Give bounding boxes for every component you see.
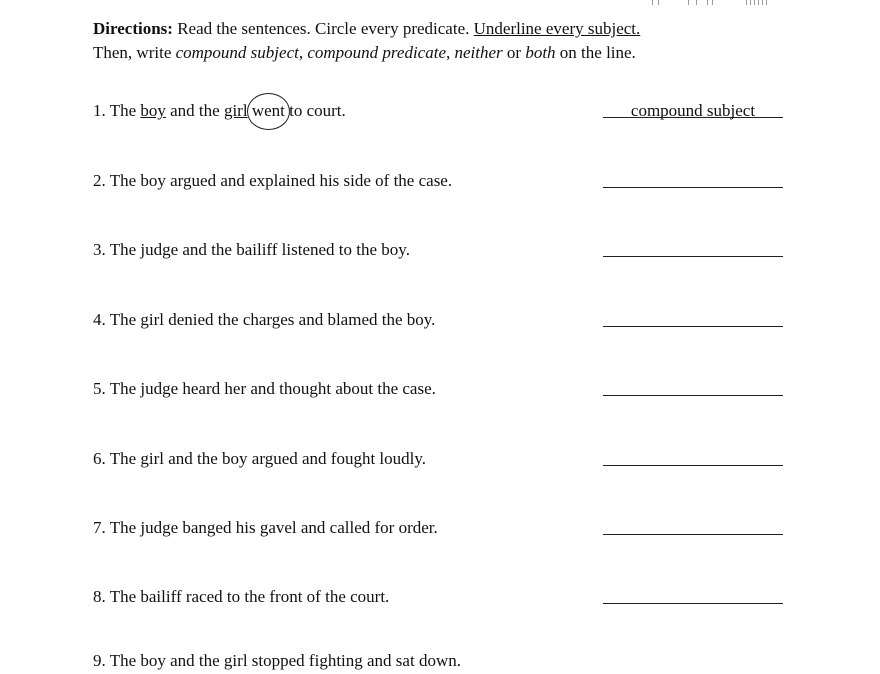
answer-line[interactable] [603,256,783,257]
question-text: 8. The bailiff raced to the front of the court. [93,587,390,606]
question-text: 9. The boy and the girl stopped fighting and sat down. [93,651,461,670]
subject-underline: girl [223,101,248,120]
circle-mark [247,93,290,130]
answer-line[interactable] [603,534,783,535]
question-text: 7. The judge banged his gavel and called for order. [93,518,438,537]
question-8 [93,584,793,610]
header-marks [652,0,782,6]
answer-line[interactable] [603,465,783,466]
answer-text: compound subject [630,101,756,120]
question-text: 4. The girl denied the charges and blamed the boy. [93,310,436,329]
answer-line[interactable] [603,395,783,396]
question-1 [93,98,793,124]
question-5 [93,376,793,402]
question-text: 6. The girl and the boy argued and fought loudly. [93,449,427,468]
question-2 [93,168,793,194]
question-3 [93,237,793,263]
subject-underline: boy [140,101,166,120]
question-text: 1. The boy and the girl went to court. [93,98,346,124]
directions: Directions: Read the sentences. Circle every predicate. Underline every subject. Then, write compound subject, compound predicate, neither or both on the line. [93,19,641,62]
answer-line[interactable] [603,326,783,327]
question-6 [93,446,793,472]
question-text: 2. The boy argued and explained his side of the case. [93,171,453,190]
answer-line[interactable] [603,603,783,604]
question-text: 5. The judge heard her and thought about the case. [93,379,436,398]
underline-instruction: Underline every subject. [473,19,641,38]
question-7 [93,515,793,541]
question-text: 3. The judge and the bailiff listened to the boy. [93,240,410,259]
question-4 [93,307,793,333]
directions-heading: Directions: [93,19,173,38]
question-9 [93,648,793,670]
predicate-circle: went [252,98,285,124]
answer-line[interactable] [603,187,783,188]
